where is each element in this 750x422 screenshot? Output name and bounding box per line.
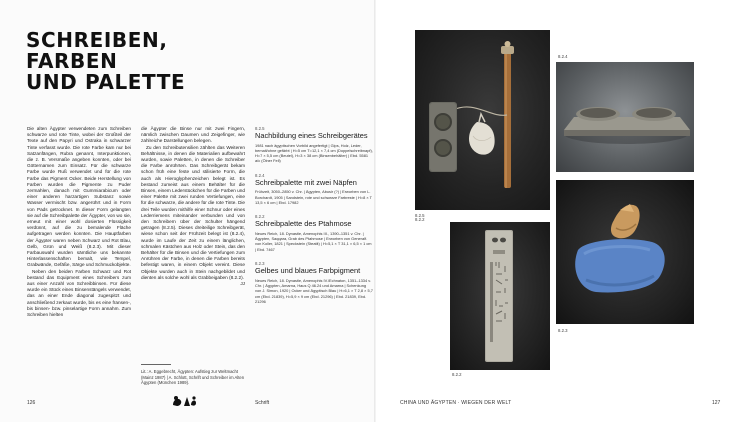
pigments-illustration bbox=[556, 180, 694, 324]
scribe-kit-illustration bbox=[415, 30, 550, 210]
image-label: 8.2.5 bbox=[415, 213, 425, 218]
title-line-1: SCHREIBEN, FARBEN bbox=[26, 28, 168, 73]
body-column-2 bbox=[141, 126, 245, 287]
body-column-1 bbox=[27, 126, 131, 318]
body-paragraph: Neben den beiden Farben Schwarz und Rot bestand das Equipment eines Schreibers zum aus einer Anzahl von Schreibbinsen. Für diese wurde ein Stück eines Binsenstängels verwendet, das an einer Ende diagonal zugespitzt und anschließend zerkaut wurde, bis es eine fransen-, bis binsen- bzw. pinselartige Form annahm. Zum Schreiben hielten bbox=[27, 268, 131, 318]
book-gutter bbox=[374, 0, 376, 422]
photo-scribe-kit bbox=[415, 30, 550, 210]
caption-item bbox=[255, 214, 373, 252]
caption-body: Neues Reich, 18. Dynastie, Amenophis III., 1390–1351 v. Chr. | Ägypten, Saqqara, Grab des Ptahmose | Erworben von Generalf. von Koller, 1821 | Speckstein (Steatit) | H=5,1 × T 31,1 × 6,5 × 1 cm | Ebd. 7467 bbox=[255, 230, 372, 252]
caption-item bbox=[255, 173, 373, 205]
palette-illustration bbox=[556, 62, 694, 172]
caption-title: Schreibpalette mit zwei Näpfen bbox=[255, 177, 357, 187]
caption-title: Schreibpalette des Ptahmose bbox=[255, 219, 352, 229]
image-label: 8.2.2 bbox=[452, 372, 462, 377]
body-paragraph: Zu den Schreibutensilien zählten das Weiteren Behältnisse, in denen die Materialien aufbewahrt wurden, sowie Paletten, in denen die Schreiber die Farbe anrührten. Das Schreibgerät bekam schon früh eine feste und stilisierte Form, die auch als Hieroglyphenzeichen belegt ist. Es bestand zumeist aus einem Behälter für die Binsen, einem Lederstückchen für die Farben und einer Palette mit zwei runden Vertiefungen, eine für die schwarze, die andere für die rote Tinte. Die drei Teile wurden mithilfe einer Schnur oder eines Lederriemens miteinander verbunden und von den Schreibern über der Schulter hängend getragen (8.2.5). Dieses dreiteilige Schreibgerät, wiese schon seit der Frühzeit belegt ist (8.2.4), wurde im Laufe der Zeit zu einem länglichen, schmalen Kästchen aus Holz oder Stein, das den Behälter für die Binsen und die Vertiefungen zum Anrühren der Farbe, in denen die Farben bereits befestigt waren, in einem Objekt vereint. Diese Objekte wurden auch in Stein nachgebildet und dienten als solche wohl als Grabbeigaben (8.2.2). bbox=[141, 144, 245, 280]
body-paragraph: die Ägypter die Binse nur mit zwei Fingern, nämlich zwischen Daumen und Zeigefinger, wie zahlreiche Darstellungen belegen. bbox=[141, 126, 245, 144]
caption-number: 8.2.2 bbox=[255, 214, 265, 220]
caption-item bbox=[255, 126, 373, 164]
caption-item bbox=[255, 261, 373, 304]
footnote-rule bbox=[141, 364, 171, 365]
body-paragraph: Die alten Ägypter verwendeten zum Schreiben schwarze und rote Tinte, wobei der Großteil der Texte auf den Papyri und Ostraka in schwarzer Tinte verfasst wurde. Die rote Farbe kam nur bei Satzanfängen, Rubra genannt, Interpunktionen, die z. B. Versmaße angeben konnten, oder bei Götternamen zum Einsatz. Für die schwarze Farbe wurde Ruß verwendet und für die rote Farbe das Pigment Ocker. Beide Herstellung von Farben wurden die Pigmente zu Puder zermahlen, danach mit Gummiarabicum oder einer anderen harzartigen Substanz sowie Wasser vermischt bzw. angerührt und in Form von Pads getrocknet. In dieser Form gelangten sie auf die Schreibpalette der Ägypter, von wo sie, erneut mit einer wohl dosierten Flüssigkeit verdünnt, auf die zu bemalende Fläche aufgetragen werden konnten. Die Hauptfarben der Ägypter waren neben Schwarz und Rot Blau, Gelb, Grün und Weiß (8.2.3). Mit dieser Farbauswahl wurden sämtliche uns bekannte Hinterlassenschaften bemalt, wie Tempel, Grabwände, Gefäße, Särge und Schmuckobjekte. bbox=[27, 126, 131, 268]
caption-title: Nachbildung eines Schreibgerätes bbox=[255, 131, 368, 140]
caption-number: 8.2.3 bbox=[255, 261, 265, 267]
image-label: 8.2.2 bbox=[415, 217, 425, 222]
running-footer-left: Schrift bbox=[255, 400, 270, 406]
caption-title: Gelbes und blaues Farbpigment bbox=[255, 266, 361, 276]
page-title bbox=[26, 30, 246, 93]
page-number-right: 127 bbox=[712, 400, 721, 406]
caption-body: 1981 nach ägyptischen Vorbild angefertigt | Gips, Holz, Leder, bemalt/ohne gefärbt | H=5 cm T=12,1 × 7,4 cm (Doppelschreibnapf), H=7 × 5,5 cm (Beutel), H=3 × 38 cm (Binsenbehälter) | Ebd. 5581 a/c (Ölner Fell) bbox=[255, 142, 373, 164]
caption-body: Frühzeit, 3050–2850 v. Chr. | Ägypten, Abusir (?) | Erworben von L. Borchardt, 1905 | Sandstein, rote und schwarze Farbreste | H=8 × T 13,5 × 6 cm | Ebd. 17982 bbox=[255, 189, 372, 205]
caption-number: 8.2.5 bbox=[255, 126, 265, 131]
publisher-logo-icon bbox=[170, 394, 198, 408]
photo-pigments bbox=[556, 180, 694, 324]
author-initials: JJ bbox=[240, 281, 245, 287]
running-footer-right: CHINA UND ÄGYPTEN · WIEGEN DER WELT bbox=[400, 400, 512, 406]
literature-footnote: Lit.: A. Eggebrecht, Ägypten: Aufstieg zur Weltmacht (Mainz 1987) | A. Schlott, Schrift und Schreiber im Alten Ägypten (München 1989). bbox=[141, 369, 245, 386]
image-label: 8.2.4 bbox=[558, 54, 568, 59]
ptahmose-palette-illustration bbox=[450, 222, 550, 370]
photo-palette-two-bowls bbox=[556, 62, 694, 172]
caption-number: 8.2.4 bbox=[255, 172, 265, 178]
caption-body: Neues Reich, 18. Dynastie, Amenophis IV./Echnaton, 1351–1334 v. Chr. | Ägypten, Amarna, Haus Q 46.24 und Amarna | Schenkung von J. Simon, 1920 | Ocker und Ägyptisch Blau | H=6,1 × T 2,8 × 5,7 cm (Ebd. 21839), H=5,9 × 9 cm (Ebd. 21296) | Ebd. 21839, Ebd. 21296 bbox=[255, 277, 373, 304]
image-label: 8.2.3 bbox=[558, 328, 568, 333]
photo-ptahmose-palette bbox=[450, 222, 550, 370]
page-number-left: 126 bbox=[27, 400, 36, 406]
title-line-2: UND PALETTE bbox=[26, 70, 186, 94]
object-captions bbox=[255, 126, 373, 313]
